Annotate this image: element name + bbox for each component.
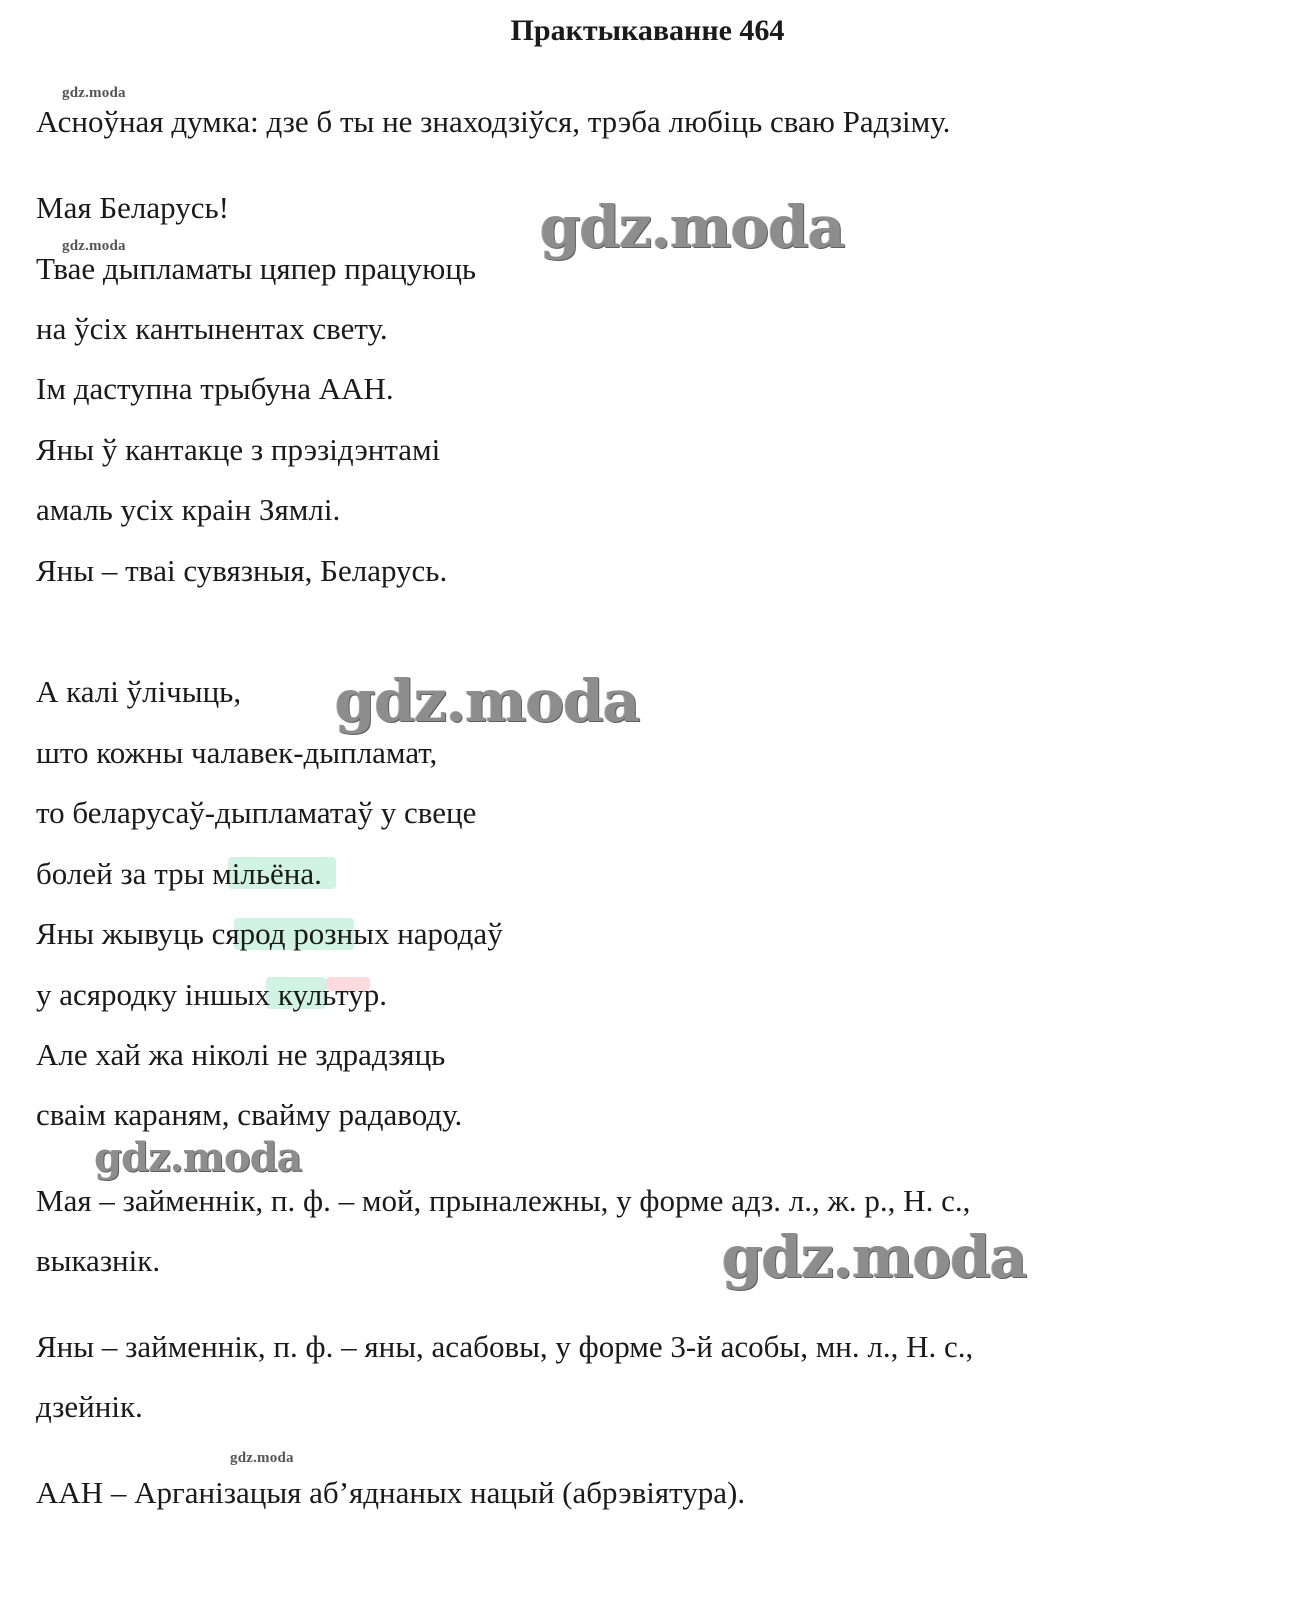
analysis-line: выказнік.: [36, 1243, 161, 1278]
watermark: gdz.moda: [540, 193, 845, 261]
poem-line: Тваe дыпламаты цяпер працуюць: [36, 251, 477, 286]
main-idea: Асноўная думка: дзе б ты не знаходзіўся, трэба любіць сваю Радзіму.: [36, 104, 951, 139]
poem-line: болей за тры мільёна.: [36, 856, 322, 891]
poem-line: што кожны чалавек-дыпламат,: [36, 735, 438, 770]
analysis-line: ААН – Арганізацыя аб’яднаных нацый (абрэвіятура).: [36, 1475, 746, 1510]
watermark: gdz.moda: [62, 85, 126, 101]
watermark: gdz.moda: [94, 1134, 302, 1181]
analysis-line: Мая – займеннік, п. ф. – мой, прыналежны, у форме адз. л., ж. р., Н. с.,: [36, 1183, 971, 1218]
poem-line: Яны ў кантакце з прэзідэнтамі: [36, 432, 441, 467]
poem-line: амаль усіх краін Зямлі.: [36, 492, 341, 527]
analysis-line: дзейнік.: [36, 1389, 143, 1424]
poem-line: Мая Беларусь!: [36, 190, 229, 225]
poem-line: Але хай жа ніколі не здрадзяць: [36, 1037, 446, 1072]
poem-line: Яны жывуць сярод розных народаў: [36, 916, 503, 951]
poem-line: у асяродку іншых культур.: [36, 977, 388, 1012]
watermark: gdz.moda: [335, 667, 640, 735]
poem-line: Яны – твaі сувязныя, Беларусь.: [36, 553, 448, 588]
watermark: gdz.moda: [62, 238, 126, 254]
page-title: Практыкаванне 464: [510, 14, 785, 47]
analysis-line: Яны – займеннік, п. ф. – яны, асабовы, у форме 3-й асобы, мн. л., Н. с.,: [36, 1329, 974, 1364]
poem-line: то беларусаў-дыпламатаў у свеце: [36, 795, 477, 830]
poem-line: Ім даступна трыбуна ААН.: [36, 371, 394, 406]
poem-line: на ўсіх кантынентах свету.: [36, 311, 388, 346]
watermark: gdz.moda: [230, 1450, 294, 1466]
poem-line: А калі ўлічыць,: [36, 674, 242, 709]
watermark: gdz.moda: [722, 1223, 1027, 1291]
poem-line: сваім караням, свайму радаводу.: [36, 1097, 463, 1132]
